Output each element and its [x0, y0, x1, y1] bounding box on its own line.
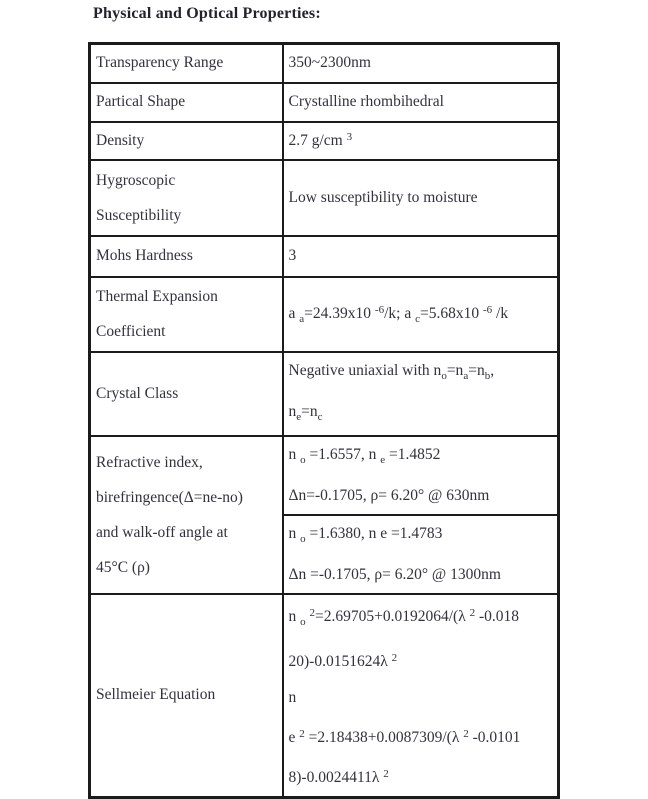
value-cell-density: [283, 122, 559, 160]
value-cell-refractive-index-1300nm: [283, 515, 559, 594]
property-label: Sellmeier Equation: [96, 686, 216, 703]
label-cell-transparency-range: [90, 44, 283, 83]
property-value: Negative uniaxial with $n_o=n_a=n_b$,: [288, 361, 495, 382]
label-cell-hygroscopic-susceptibility: [90, 160, 283, 236]
property-value: n $_o$ $^2$=2.69705+0.0192064/(λ $^2$ -0.018: [288, 606, 520, 628]
table-row: [90, 277, 559, 352]
value-cell-transparency-range: [283, 44, 559, 83]
table-row: [90, 436, 559, 515]
property-label: Thermal Expansion: [96, 288, 218, 305]
value-cell-partical-shape: [283, 83, 559, 122]
value-cell-thermal-expansion: [283, 277, 559, 352]
property-label: 45°C (ρ): [96, 558, 150, 576]
property-label: Hygroscopic: [96, 171, 176, 189]
property-value: n $_o$ =1.6380, n e =1.4783: [288, 524, 443, 545]
value-cell-sellmeier-equation: [283, 594, 559, 798]
property-value: 8)-0.0024411λ $^2$: [288, 767, 389, 786]
label-cell-refractive-index: [90, 436, 283, 594]
label-cell-partical-shape: [90, 83, 283, 122]
property-value: 350~2300nm: [288, 54, 371, 72]
table-row: [90, 352, 559, 436]
label-cell-thermal-expansion: [90, 277, 283, 352]
property-value: 3: [288, 247, 297, 264]
table-row: [90, 44, 559, 83]
label-cell-density: [90, 122, 283, 160]
table-row: [90, 160, 559, 236]
page-title: Physical and Optical Properties:: [93, 5, 321, 22]
property-label: Mohs Hardness: [96, 247, 193, 264]
label-cell-mohs-hardness: [90, 236, 283, 277]
property-value: Δn=-0.1705, ρ= 6.20° @ 630nm: [288, 486, 490, 504]
property-value: n: [288, 688, 297, 706]
property-label: Susceptibility: [96, 206, 182, 224]
value-cell-hygroscopic-susceptibility: [283, 160, 559, 236]
property-value: $n_e=n_c$: [288, 402, 323, 423]
property-value: 2.7 g/cm $^3$: [288, 131, 353, 149]
label-cell-crystal-class: [90, 352, 283, 436]
property-label: Crystal Class: [96, 384, 179, 402]
label-cell-sellmeier-equation: [90, 594, 283, 798]
property-value: Δn =-0.1705, ρ= 6.20° @ 1300nm: [288, 565, 501, 583]
table-row: [90, 594, 559, 798]
property-label: Refractive index,: [96, 453, 203, 471]
property-value: e $^2$ =2.18438+0.0087309/(λ $^2$ -0.0101: [288, 727, 521, 746]
property-label: Transparency Range: [96, 54, 224, 72]
table-row: [90, 122, 559, 160]
property-value: 20)-0.0151624λ $^2$: [288, 651, 398, 670]
property-label: and walk-off angle at: [96, 523, 228, 541]
property-label: Partical Shape: [96, 93, 186, 110]
table-row: [90, 83, 559, 122]
value-cell-refractive-index-630nm: [283, 436, 559, 515]
property-value: Crystalline rhombihedral: [288, 93, 444, 110]
properties-table: [88, 42, 560, 799]
value-cell-crystal-class: [283, 352, 559, 436]
property-label: birefringence(Δ=ne-no): [96, 488, 243, 506]
property-label: Coefficient: [96, 323, 166, 340]
property-label: Density: [96, 131, 145, 149]
property-value: n $_o$ =1.6557, n $_e$ =1.4852: [288, 445, 441, 466]
value-cell-mohs-hardness: [283, 236, 559, 277]
property-value: Low susceptibility to moisture: [288, 188, 478, 206]
table-row: [90, 236, 559, 277]
property-value: a $_a$=24.39x10 $^{-6}$/k; a $_c$=5.68x10 $^{-6}$ /k: [288, 303, 509, 325]
